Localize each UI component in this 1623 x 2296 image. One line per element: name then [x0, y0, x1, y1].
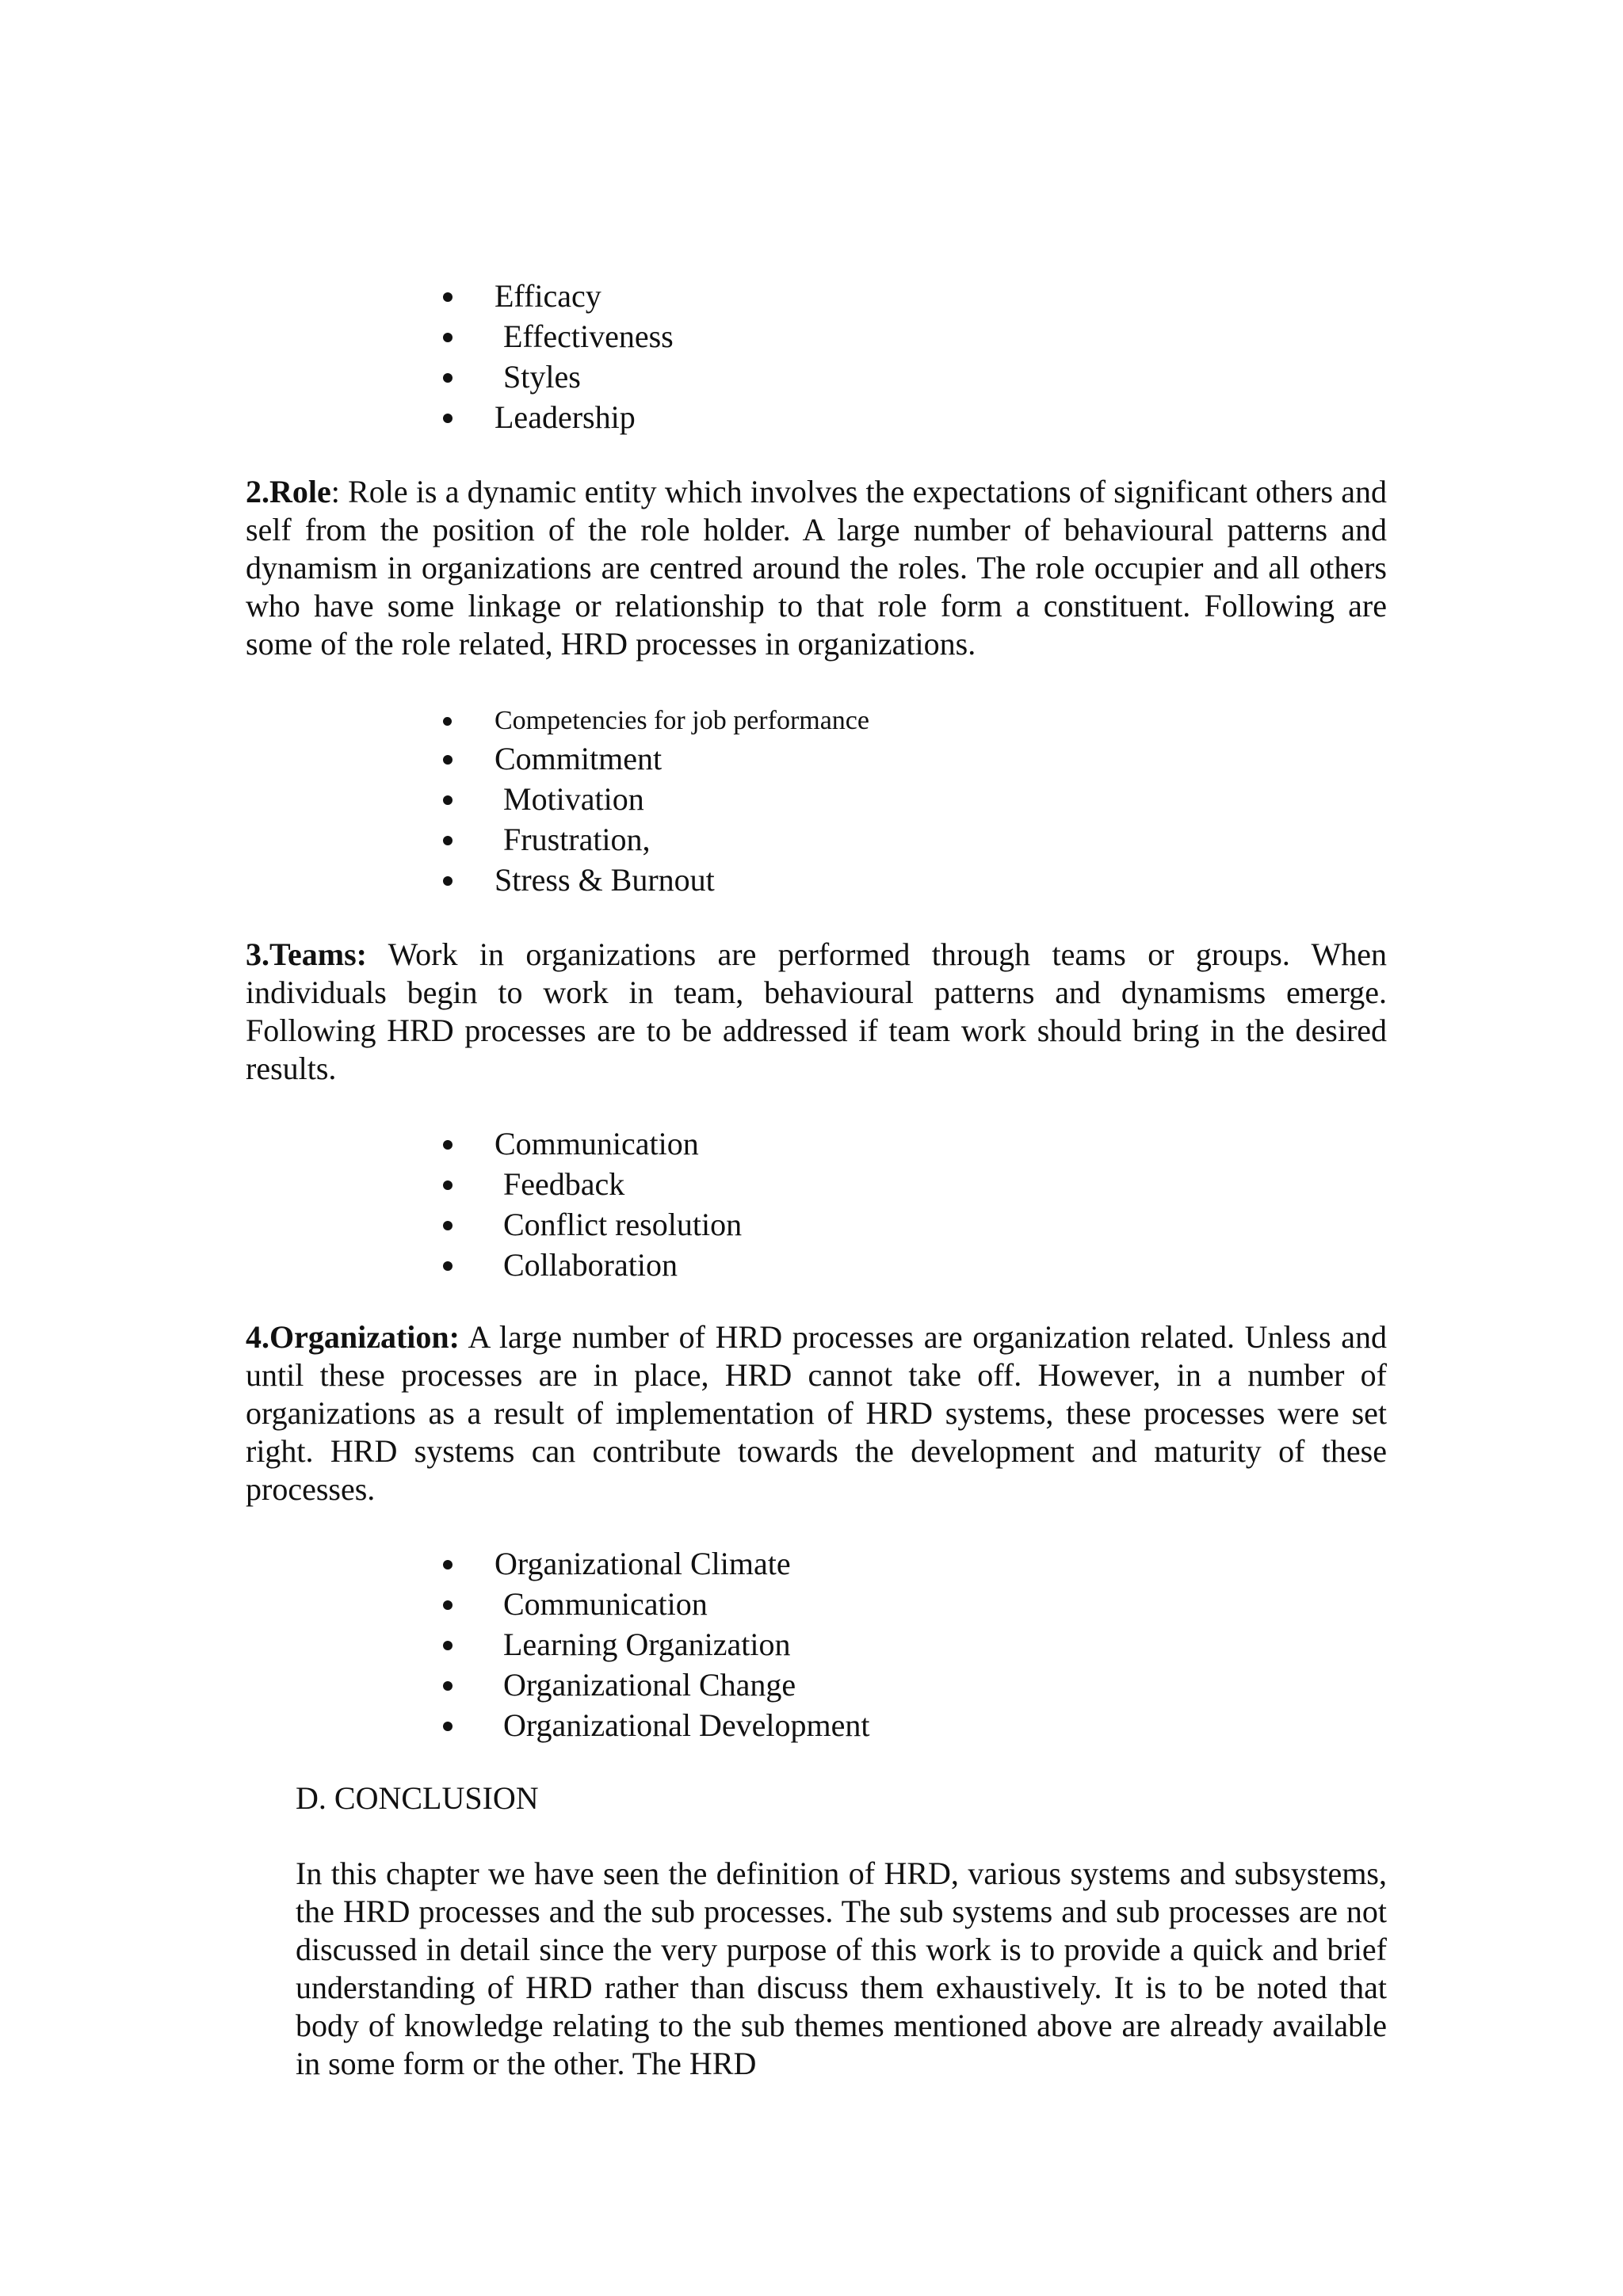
conclusion-heading: D. CONCLUSION — [296, 1780, 539, 1816]
bullet-icon — [443, 333, 453, 342]
organization-paragraph — [246, 1318, 1387, 1508]
role-paragraph — [246, 473, 1387, 663]
organization-heading: 4.Organization: — [246, 1319, 460, 1355]
bullet-icon — [443, 373, 453, 383]
bullet-icon — [443, 1722, 453, 1731]
bullet-icon — [443, 795, 453, 805]
teams-body: Work in organizations are performed through teams or groups. When individuals begin to work in team, behavioural patterns and dynamisms emerge. Following HRD processes are to be addressed if team work should bring in the desired results. — [246, 936, 1387, 1086]
role-body: : Role is a dynamic entity which involves the expectations of significant others and self from the position of the role holder. A large number of behavioural patterns and dynamism in organizations are centred around the roles. The role occupier and all others who have some linkage or relationship to that role form a constituent. Following are some of the role related, HRD processes in organizations. — [246, 474, 1387, 662]
bullet-icon — [443, 1261, 453, 1271]
teams-heading: 3.Teams: — [246, 936, 367, 972]
bullet-icon — [443, 836, 453, 845]
conclusion-paragraph: In this chapter we have seen the definition of HRD, various systems and subsystems, the HRD processes and the sub processes. The sub systems and sub processes are not discussed in detail since the very purpose of this work is to provide a quick and brief understanding of HRD rather than discuss them exhaustively. It is to be noted that body of knowledge relating to the sub themes mentioned above are already available in some form or the other. The HRD — [296, 1855, 1387, 2081]
bullet-icon — [443, 1641, 453, 1650]
bullet-icon — [443, 414, 453, 423]
bullet-icon — [443, 717, 452, 726]
role-heading: 2.Role — [246, 474, 331, 509]
bullet-icon — [443, 1560, 453, 1569]
bullet-icon — [443, 1221, 453, 1230]
bullet-icon — [443, 1600, 453, 1610]
document-page: Efficacy Effectiveness Styles Leadership 2.Role: Role is a dynamic entity which involves the expectations of significant others and self from the position of the role holder. A large number of behavioural patterns and dynamism in organizations are centred around the roles. The role occupier and all others who have some linkage or relationship to that role form a constituent. Following are some of the role related, HRD processes in organizations. Competencies for job performance Commitment Motivation Frustration, Stress & Burnout 3.Teams: Work in organizations are performed through teams or groups. When individuals begin to work in team, behavioural patterns and dynamisms emerge. Following HRD processes are to be addressed if team work should bring in the desired results. Communication Feedback Conflict resolution Collaboration 4.Organization: A large number of HRD processes are organization related. Unless and until these processes are in place, HRD cannot take off. However, in a number of organizations as a result of implementation of HRD systems, these processes were set right. HRD systems can contribute towards the development and maturity of these processes. Organizational Climate Communication Learning Organization Organizational Change Organizational Development D. CONCLUSION In this chapter we have seen the definition of HRD, various systems and subsystems, the HRD processes and the sub processes. The sub systems and sub processes are not discussed in detail since the very purpose of this work is to provide a quick and brief understanding of HRD rather than discuss them exhaustively. It is to be noted that body of knowledge relating to the sub themes mentioned above are already available in some form or the other. The HRD — [246, 278, 1387, 2081]
bullet-icon — [443, 755, 453, 765]
organization-body: A large number of HRD processes are organization related. Unless and until these processes are in place, HRD cannot take off. However, in a number of organizations as a result of implementation of HRD systems, these processes were set right. HRD systems can contribute towards the development and maturity of these processes. — [246, 1319, 1387, 1507]
bullet-icon — [443, 876, 453, 886]
bullet-icon — [443, 1140, 453, 1150]
bullet-icon — [443, 1180, 453, 1190]
teams-paragraph — [246, 936, 1387, 1088]
bullet-icon — [443, 292, 453, 302]
bullet-icon — [443, 1681, 453, 1691]
